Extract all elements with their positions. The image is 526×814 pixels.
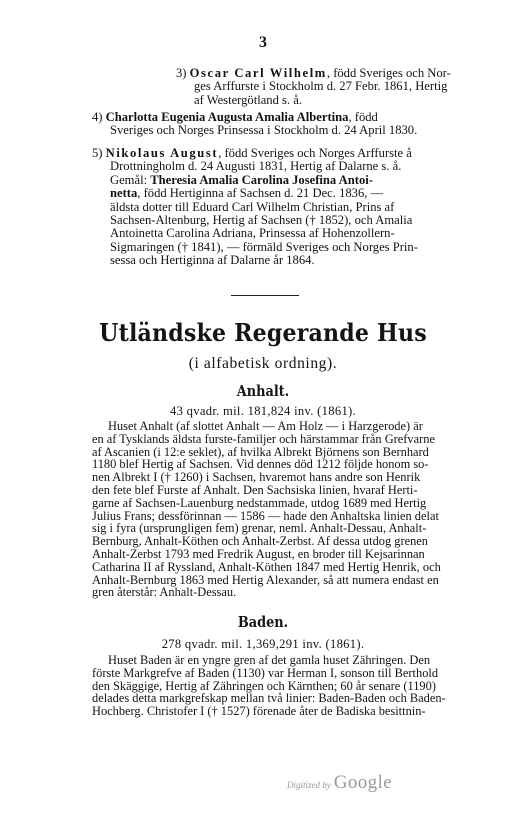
paragraph-line: nen Albrekt I († 1260) i Sachsen, hvaremot hans andre son Henrik: [92, 470, 421, 485]
entry-text: , född Sveriges och Nor-: [326, 66, 451, 80]
paragraph-line: en af Tysklands äldsta furste-familjer och härstammar från Grefvarne: [92, 431, 435, 446]
paragraph-line: den fete blef Furste af Anhalt. Den Sachsiska linien, hvaraf Herti-: [92, 482, 418, 497]
spouse-name: Theresia Amalia Carolina Josefina Antoi-: [150, 172, 373, 187]
entry-number: 5): [92, 146, 106, 160]
entry-line: Antoinetta Carolina Adriana, Prinsessa af Hohenzollern-: [110, 226, 395, 241]
entry-text: , född Hertiginna af Sachsen d. 21 Dec. 1836, —: [137, 186, 384, 201]
google-logo-text: Google: [333, 772, 393, 793]
spouse-name: netta: [110, 186, 138, 201]
house-stats-anhalt: 43 qvadr. mil. 181,824 inv. (1861).: [170, 404, 356, 418]
paragraph-line: Catharina II af Ryssland, Anhalt-Köthen 1847 med Hertig Henrik, och: [92, 559, 441, 574]
entry-number: 4): [92, 110, 106, 124]
person-name: Charlotta Eugenia Augusta Amalia Albertina: [105, 110, 349, 124]
paragraph-line: garne af Sachsen-Lauenburg nedstammade, utdog 1689 med Hertig: [92, 495, 427, 510]
paragraph-line: delades detta markgrefskap mellan två linier: Baden-Baden och Baden-: [92, 691, 446, 706]
entry-line: [92, 111, 417, 124]
entry-line: Sveriges och Norges Prinsessa i Stockholm d. 24 April 1830.: [110, 123, 418, 138]
entry-line: [176, 67, 451, 80]
paragraph-line: 1180 blef Hertig af Sachsen. Vid dennes död 1212 följde honom so-: [92, 457, 429, 472]
entry-line: [92, 187, 418, 200]
entry-line: sessa och Hertiginna af Dalarne år 1864.: [110, 253, 315, 268]
house-paragraph-anhalt: [92, 420, 487, 599]
entry-line: [92, 174, 418, 187]
paragraph-line: Huset Baden är en yngre gren af det gamla huset Zähringen. Den: [108, 653, 431, 667]
house-paragraph-baden: [92, 654, 487, 718]
section-divider: [231, 295, 299, 296]
royal-entry-nikolaus: [92, 147, 418, 268]
paragraph-line: Bernburg, Anhalt-Köthen och Anhalt-Zerbst. Af dessa utdog grenen: [92, 534, 428, 549]
paragraph-line: Anhalt-Bernburg 1863 med Hertig Alexander, så att numera endast en: [92, 572, 439, 587]
person-name: Oscar Carl Wilhelm: [189, 66, 327, 80]
paragraph-line: af Ascanien (i 12:e seklet), af hvilka Albrekt Björnens son Bernhard: [92, 444, 429, 459]
house-title-anhalt: Anhalt.: [236, 382, 290, 400]
digitized-watermark: [287, 772, 392, 794]
royal-entry-oscar: [176, 67, 451, 107]
page-number: 3: [259, 34, 267, 51]
watermark-prefix: Digitized by: [287, 780, 331, 790]
paragraph-line: den Skäggige, Hertig af Zähringen och Kärnthen; 60 år senare (1190): [92, 678, 436, 693]
house-stats-baden: 278 qvadr. mil. 1,369,291 inv. (1861).: [161, 637, 365, 651]
entry-text: , född Sveriges och Norges Arffurste å: [218, 146, 412, 160]
entry-line: af Westergötland s. å.: [194, 92, 302, 107]
entry-text: , född: [348, 110, 378, 124]
spouse-label: Gemål:: [110, 172, 151, 187]
paragraph-line: Anhalt-Zerbst 1793 med Fredrik August, en broder till Kejsarinnan: [92, 546, 425, 561]
paragraph-line: Hochberg. Christofer I († 1527) förenade åter de Badiska besittnin-: [92, 704, 426, 719]
entry-line: Sigmaringen († 1841), — förmäld Sveriges och Norges Prin-: [110, 239, 418, 254]
entry-line: äldsta dotter till Eduard Carl Wilhelm Christian, Prins af: [110, 199, 395, 214]
entry-line: [92, 147, 418, 160]
paragraph-line: gren återstår: Anhalt-Dessau.: [92, 585, 237, 600]
paragraph-line: förste Markgrefve af Baden (1130) var Herman I, sonson till Berthold: [92, 665, 439, 680]
paragraph-line: Julius Frans; dessförinnan — 1586 — hade den Anhaltska linien delat: [92, 508, 439, 523]
paragraph-line: Huset Anhalt (af slottet Anhalt — Am Holz — i Harzgerode) är: [108, 419, 423, 433]
section-title: Utländske Regerande Hus: [99, 318, 427, 347]
entry-number: 3): [176, 66, 190, 80]
paragraph-line: sig i fyra (ursprungligen fem) grenar, neml. Anhalt-Dessau, Anhalt-: [92, 521, 427, 536]
entry-line: Drottningholm d. 24 Augusti 1831, Hertig af Dalarne s. å.: [110, 159, 402, 174]
entry-line: ges Arffurste i Stockholm d. 27 Febr. 1861, Hertig: [194, 79, 448, 94]
house-title-baden: Baden.: [237, 613, 289, 631]
entry-line: Sachsen-Altenburg, Hertig af Sachsen († 1852), och Amalia: [110, 213, 413, 228]
person-name: Nikolaus August: [105, 146, 219, 160]
section-subtitle: (i alfabetisk ordning).: [188, 355, 338, 372]
royal-entry-charlotta: [92, 111, 417, 138]
